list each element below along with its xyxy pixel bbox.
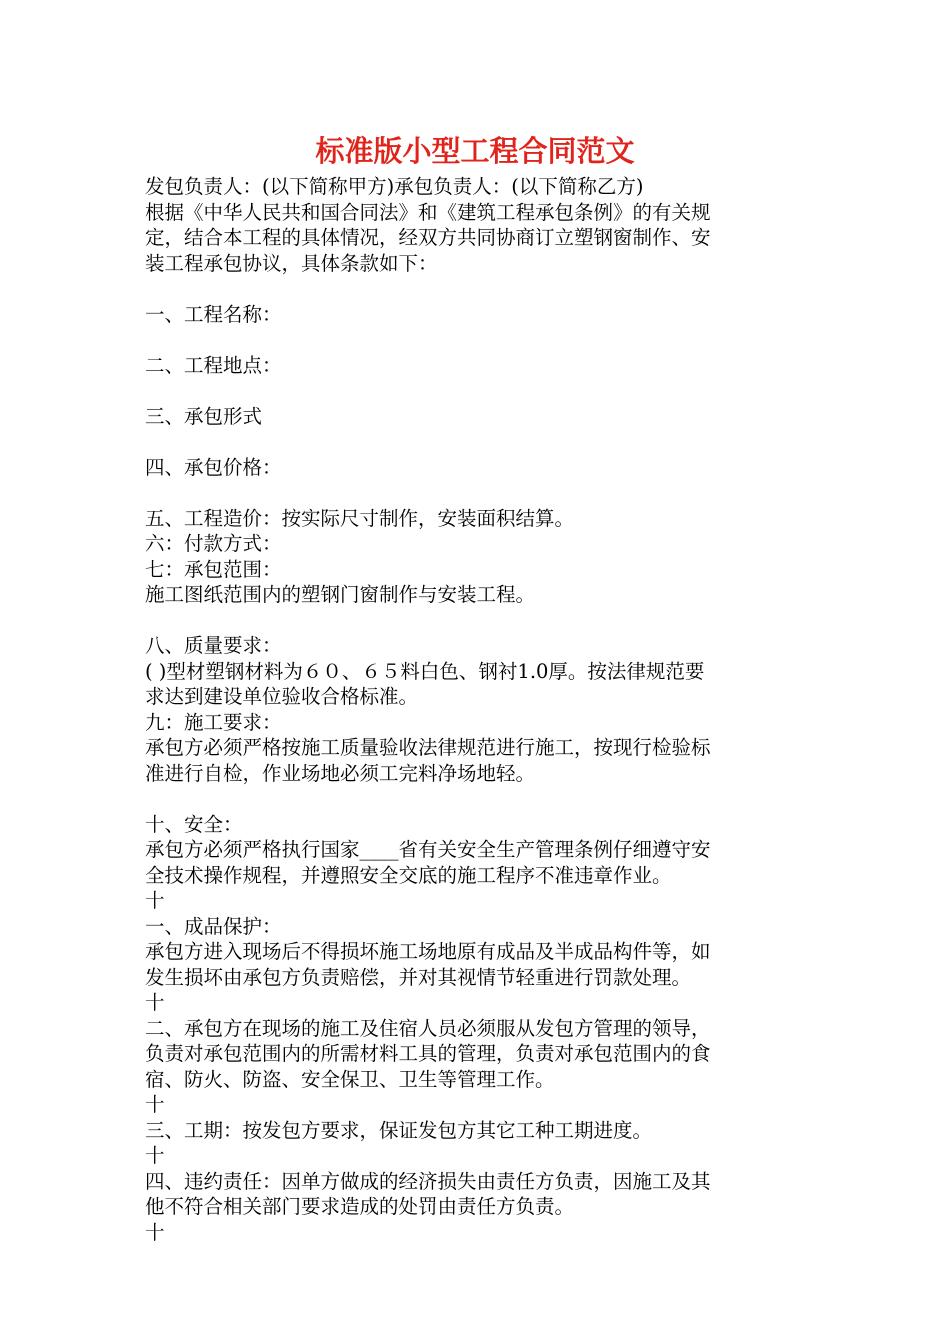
text-line: 十: [145, 991, 165, 1014]
blank-line: [145, 608, 810, 634]
text-line: 承包方必须严格执行国家____省有关安全生产管理条例仔细遵守安: [145, 838, 711, 861]
text-line: 十: [145, 1093, 165, 1116]
text-line: 十: [145, 889, 165, 912]
text-line: 施工图纸范围内的塑钢门窗制作与安装工程。: [145, 583, 536, 606]
text-line: 二、工程地点：: [145, 353, 282, 377]
text-line: 负责对承包范围内的所需材料工具的管理，负责对承包范围内的食: [145, 1042, 711, 1065]
text-line: 发生损坏由承包方负责赔偿，并对其视情节轻重进行罚款处理。: [145, 965, 692, 989]
text-line: 十: [145, 1220, 165, 1244]
text-line: 二、承包方在现场的施工及住宿人员必须服从发包方管理的领导，: [145, 1016, 711, 1040]
text-line: 四、违约责任：因单方做成的经济损失由责任方负责，因施工及其: [145, 1169, 711, 1193]
text-line: 发包负责人：(以下简称甲方)承包负责人：(以下简称乙方): [145, 175, 644, 198]
text-line: 准进行自检，作业场地必须工完料净场地轻。: [145, 761, 536, 785]
text-line: 十: [145, 1144, 165, 1167]
blank-line: [145, 378, 810, 404]
text-line: 五、工程造价：按实际尺寸制作，安装面积结算。: [145, 506, 575, 530]
blank-line: [145, 276, 810, 302]
text-line: 根据《中华人民共和国合同法》和《建筑工程承包条例》的有关规: [145, 200, 711, 224]
text-line: 七：承包范围：: [145, 557, 282, 581]
text-line: 九：施工要求：: [145, 710, 282, 734]
text-line: 承包方进入现场后不得损坏施工场地原有成品及半成品构件等，如: [145, 940, 711, 963]
text-line: 十、安全：: [145, 812, 243, 836]
text-line: 三、工期：按发包方要求，保证发包方其它工种工期进度。: [145, 1118, 653, 1142]
document-title: 标准版小型工程合同范文: [315, 134, 635, 168]
text-line: 四、承包价格：: [145, 455, 282, 479]
blank-line: [145, 480, 810, 506]
blank-line: [145, 786, 810, 812]
document-body: [145, 174, 810, 1245]
text-line: 三、承包形式: [145, 404, 263, 428]
text-line: 全技术操作规程，并遵照安全交底的施工程序不准违章作业。: [145, 863, 672, 887]
text-line: 求达到建设单位验收合格标准。: [145, 685, 419, 708]
text-line: 定，结合本工程的具体情况，经双方共同协商订立塑钢窗制作、安: [145, 226, 711, 249]
text-line: ( )型材塑钢材料为６０、６５料白色、钢衬1.0厚。按法律规范要: [145, 659, 705, 683]
blank-line: [145, 429, 810, 455]
blank-line: [145, 327, 810, 353]
text-line: 八、质量要求：: [145, 634, 282, 657]
text-line: 六：付款方式：: [145, 532, 282, 555]
text-line: 承包方必须严格按施工质量验收法律规范进行施工，按现行检验标: [145, 736, 711, 759]
text-line: 一、工程名称：: [145, 302, 282, 326]
text-line: 宿、防火、防盗、安全保卫、卫生等管理工作。: [145, 1067, 555, 1091]
text-line: 他不符合相关部门要求造成的处罚由责任方负责。: [145, 1195, 575, 1218]
text-line: 一、成品保护：: [145, 914, 282, 938]
text-line: 装工程承包协议，具体条款如下：: [145, 251, 438, 275]
